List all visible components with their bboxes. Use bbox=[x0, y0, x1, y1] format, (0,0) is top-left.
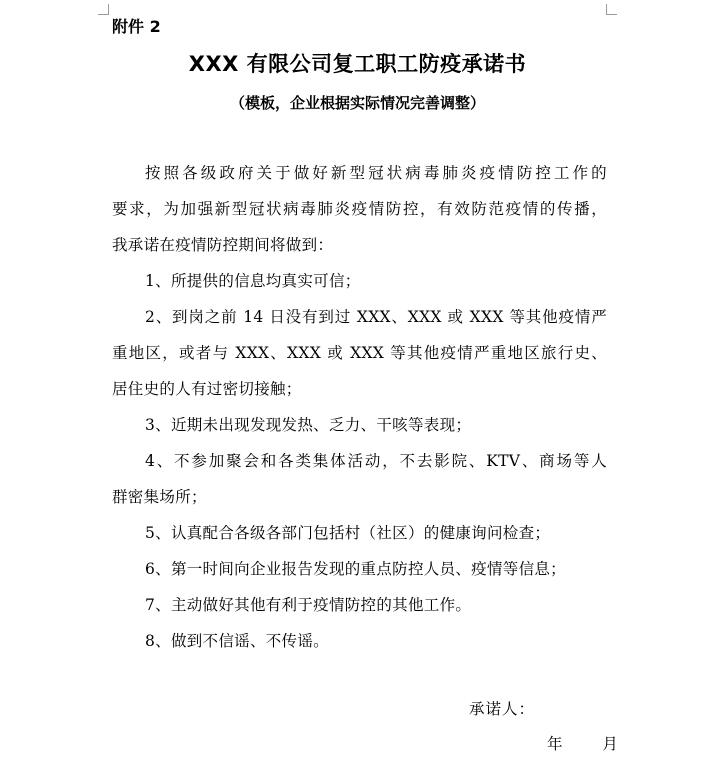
item-line: 6、第一时间向企业报告发现的重点防控人员、疫情等信息； bbox=[145, 560, 566, 578]
item-line: 8、做到不信谣、不传谣。 bbox=[145, 632, 329, 650]
document-body bbox=[112, 155, 607, 659]
page-corner-mark-right bbox=[606, 4, 617, 15]
item-line: 7、主动做好其他有利于疫情防控的其他工作。 bbox=[145, 596, 472, 614]
item-line: 5、认真配合各级各部门包括村（社区）的健康询问检查； bbox=[145, 524, 551, 542]
item-line: 1、所提供的信息均真实可信； bbox=[145, 272, 361, 290]
item-line: 4、不参加聚会和各类集体活动，不去影院、KTV、商场等人 bbox=[145, 452, 607, 470]
item-line: 重地区，或者与 XXX、XXX 或 XXX 等其他疫情严重地区旅行史、 bbox=[112, 344, 607, 362]
item-line: 群密集场所； bbox=[112, 488, 207, 506]
intro-line: 按照各级政府关于做好新型冠状病毒肺炎疫情防控工作的 bbox=[145, 164, 607, 182]
signature-date bbox=[547, 732, 618, 754]
signature-label: 承诺人： bbox=[469, 700, 536, 718]
item-line: 3、近期未出现发现发热、乏力、干咳等表现； bbox=[145, 416, 472, 434]
intro-line: 我承诺在疫情防控期间将做到： bbox=[112, 236, 334, 254]
intro-line: 要求，为加强新型冠状病毒肺炎疫情防控，有效防范疫情的传播， bbox=[112, 200, 607, 218]
document-subtitle: （模板，企业根据实际情况完善调整） bbox=[229, 94, 485, 112]
attachment-label: 附件 2 bbox=[112, 17, 161, 36]
item-line: 2、到岗之前 14 日没有到过 XXX、XXX 或 XXX 等其他疫情严 bbox=[145, 308, 607, 326]
document-title: XXX 有限公司复工职工防疫承诺书 bbox=[188, 52, 527, 76]
page-corner-mark-left bbox=[98, 4, 109, 15]
date-month: 月 bbox=[602, 735, 618, 753]
item-line: 居住史的人有过密切接触； bbox=[112, 380, 302, 398]
date-year: 年 bbox=[547, 735, 563, 753]
